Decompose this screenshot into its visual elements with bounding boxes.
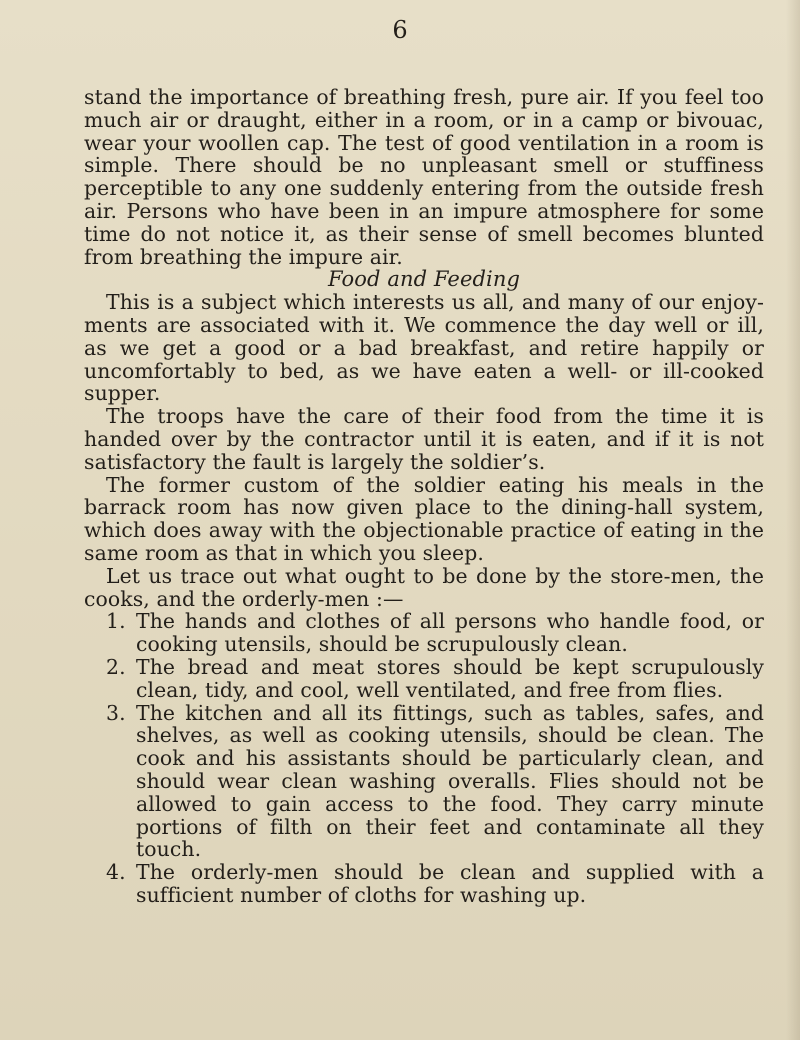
- list-item-text: The bread and meat stores should be kept scrupulously clean, tidy, and cool, well ventilated, and free from flies.: [136, 654, 764, 702]
- paragraph-troops-care: The troops have the care of their food from the time it is handed over by the contractor until it is eaten, and if it is not satisfactory the fault is largely the soldier’s.: [84, 404, 764, 474]
- page-number: 6: [392, 16, 408, 44]
- list-item-text: The hands and clothes of all persons who handle food, or cooking utensils, should be scrupulously clean.: [136, 609, 764, 657]
- list-item-number: 2.: [106, 654, 126, 679]
- paragraph-trace-out: Let us trace out what ought to be done by the store-men, the cooks, and the orderly-men :—: [84, 563, 764, 611]
- section-heading: Food and Feeding: [328, 267, 520, 292]
- list-item-number: 4.: [106, 860, 126, 885]
- paragraph-former-custom: The former custom of the soldier eating his meals in the barrack room has now given place to the dining-hall system, which does away with the objectionable practice of eating in the same room as that in which you sleep.: [84, 472, 764, 565]
- list-item-number: 1.: [106, 609, 126, 634]
- list-item: [84, 610, 764, 656]
- paragraph-ventilation: stand the importance of breathing fresh, pure air. If you feel too much air or draught, either in a room, or in a camp or bivouac, wear your woollen cap. The test of good ventilation in a room is simple. There should be no unpleasant smell or stuffiness perceptible to any one suddenly entering from the outside fresh air. Persons who have been in an impure atmosphere for some time do not notice it, as their sense of smell becomes blunted from breathing the impure air.: [84, 85, 764, 269]
- hygiene-rules-list: [84, 610, 764, 906]
- list-item: [84, 702, 764, 862]
- page-edge-shadow: [786, 0, 800, 1040]
- list-item: [84, 656, 764, 702]
- list-item-number: 3.: [106, 700, 126, 725]
- list-item: [84, 861, 764, 907]
- page-body: [84, 86, 764, 907]
- paragraph-food-intro: This is a subject which interests us all, and many of our enjoy-ments are associated with it. We commence the day well or ill, as we get a good or a bad breakfast, and retire happily or uncomfortably to bed, as we have eaten a well- or ill-cooked supper.: [84, 290, 764, 406]
- list-item-text: The kitchen and all its fittings, such as tables, safes, and shelves, as well as cooking utensils, should be clean. The cook and his assistants should be particularly clean, and should wear clean washing overalls. Flies should not be allowed to gain access to the food. They carry minute portions of filth on their feet and contaminate all they touch.: [136, 700, 764, 862]
- list-item-text: The orderly-men should be clean and supplied with a sufficient number of cloths for washing up.: [136, 860, 764, 907]
